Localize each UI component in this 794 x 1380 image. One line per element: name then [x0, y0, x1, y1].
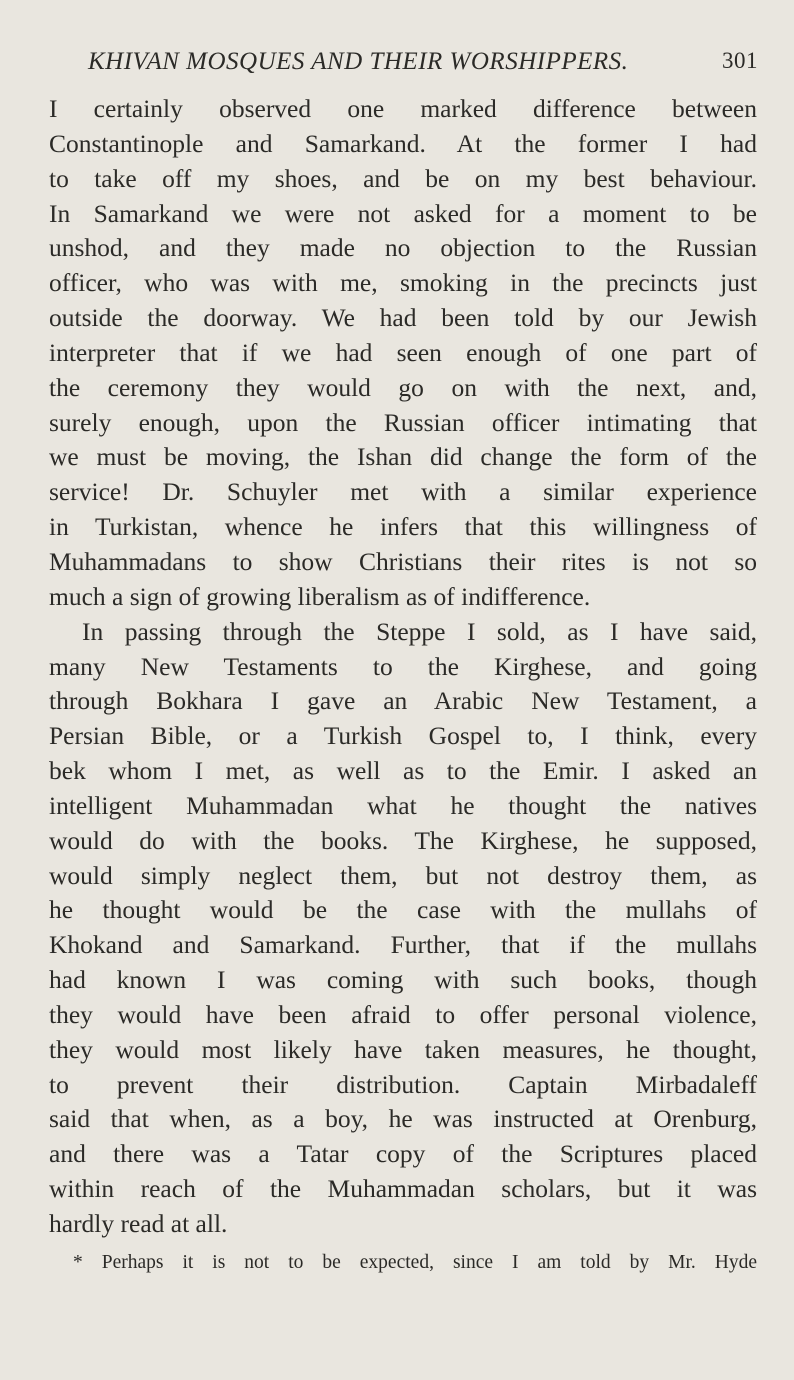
- body-text: [49, 92, 757, 1242]
- text-line: would simply neglect them, but not destroy them, as: [49, 860, 757, 890]
- footnote: * Perhaps it is not to be expected, since I am told by Mr. Hyde: [73, 1252, 757, 1273]
- text-line: Constantinople and Samarkand. At the former I had: [49, 128, 757, 158]
- text-line: to prevent their distribution. Captain Mirbadaleff: [49, 1069, 757, 1099]
- text-line: Muhammadans to show Christians their rites is not so: [49, 546, 757, 576]
- text-line: and there was a Tatar copy of the Scriptures placed: [49, 1139, 757, 1169]
- text-line: they would have been afraid to offer personal violence,: [49, 999, 757, 1029]
- text-line: to take off my shoes, and be on my best behaviour.: [49, 163, 757, 193]
- text-line: said that when, as a boy, he was instructed at Orenburg,: [49, 1104, 757, 1134]
- text-line: unshod, and they made no objection to the Russian: [49, 233, 757, 263]
- text-line: many New Testaments to the Kirghese, and going: [49, 651, 757, 681]
- text-line: surely enough, upon the Russian officer intimating that: [49, 407, 757, 437]
- text-line: hardly read at all.: [49, 1209, 228, 1238]
- running-title: KHIVAN MOSQUES AND THEIR WORSHIPPERS.: [88, 48, 629, 75]
- text-line: in Turkistan, whence he infers that this willingness of: [49, 512, 757, 542]
- text-line: interpreter that if we had seen enough of one part of: [49, 337, 757, 367]
- text-line: he thought would be the case with the mullahs of: [49, 895, 757, 925]
- text-line: service! Dr. Schuyler met with a similar experience: [49, 477, 757, 507]
- text-line: officer, who was with me, smoking in the precincts just: [49, 268, 757, 298]
- text-line: the ceremony they would go on with the next, and,: [49, 372, 757, 402]
- text-line: they would most likely have taken measures, he thought,: [49, 1034, 757, 1064]
- text-line: Persian Bible, or a Turkish Gospel to, I think, every: [49, 721, 757, 751]
- text-line: within reach of the Muhammadan scholars, but it was: [49, 1174, 757, 1204]
- text-line: In passing through the Steppe I sold, as I have said,: [82, 616, 757, 646]
- text-line: Khokand and Samarkand. Further, that if the mullahs: [49, 930, 757, 960]
- text-line: would do with the books. The Kirghese, he supposed,: [49, 825, 757, 855]
- text-line: outside the doorway. We had been told by our Jewish: [49, 303, 757, 333]
- running-head: [88, 48, 758, 82]
- text-line: I certainly observed one marked difference between: [49, 94, 757, 123]
- page-number: 301: [722, 48, 758, 73]
- text-line: much a sign of growing liberalism as of indifference.: [49, 581, 591, 611]
- text-line: we must be moving, the Ishan did change the form of the: [49, 442, 757, 472]
- text-line: intelligent Muhammadan what he thought the natives: [49, 790, 757, 820]
- text-line: In Samarkand we were not asked for a moment to be: [49, 198, 757, 228]
- text-line: through Bokhara I gave an Arabic New Testament, a: [49, 686, 757, 716]
- text-line: bek whom I met, as well as to the Emir. I asked an: [49, 756, 757, 786]
- text-line: had known I was coming with such books, though: [49, 965, 757, 995]
